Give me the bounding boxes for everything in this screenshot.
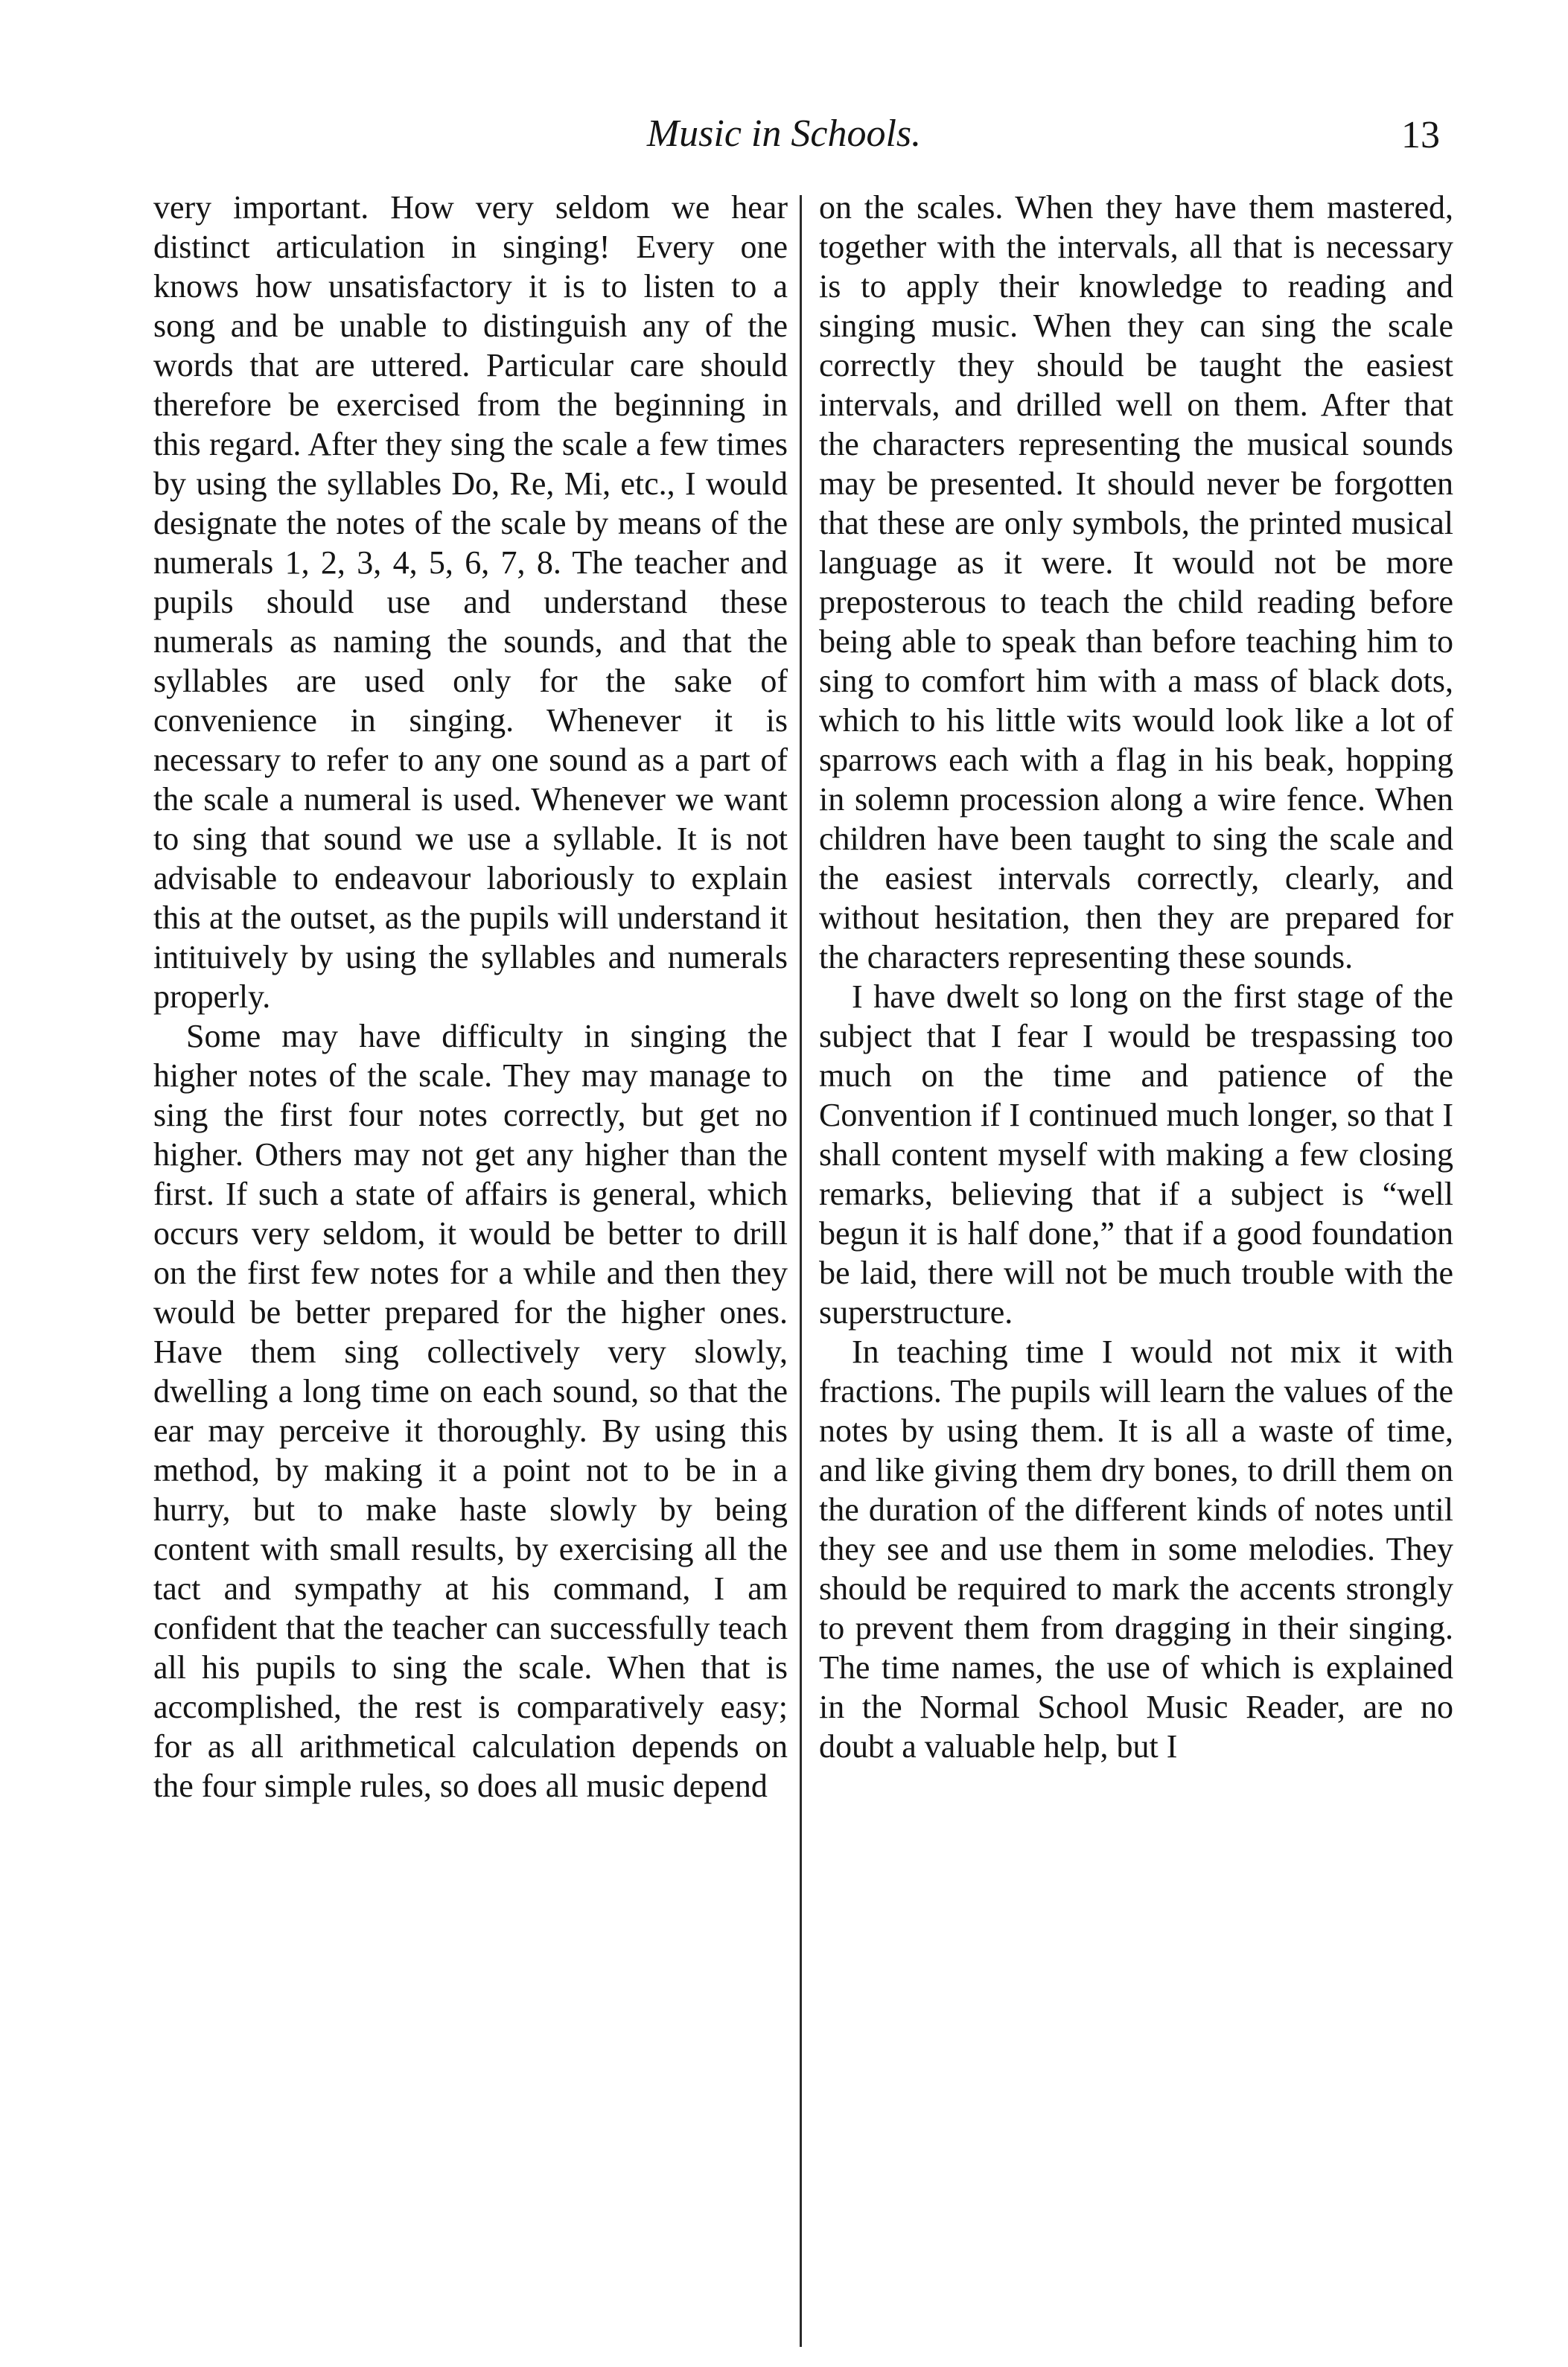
left-column (153, 188, 788, 1806)
column-divider (800, 195, 802, 2347)
page-number: 13 (1401, 114, 1440, 156)
left-paragraph-1: very important. How very seldom we hear distinct articulation in singing! Every one knows how unsatisfactory it is to listen to a song and be unable to distinguish any of the words that are uttered. Particular care should therefore be exercised from the beginning in this regard. After they sing the scale a few times by using the syllables Do, Re, Mi, etc., I would designate the notes of the scale by means of the numerals 1, 2, 3, 4, 5, 6, 7, 8. The teacher and pupils should use and understand these numerals as naming the sounds, and that the syllables are used only for the sake of convenience in singing. Whenever it is necessary to refer to any one sound as a part of the scale a numeral is used. Whenever we want to sing that sound we use a syllable. It is not advisable to endeavour laboriously to explain this at the outset, as the pupils will understand it intituively by using the syllables and numerals properly. (153, 189, 788, 1015)
right-paragraph-3: In teaching time I would not mix it with fractions. The pupils will learn the values of the notes by using them. It is all a waste of time, and like giving them dry bones, to drill them on the duration of the different kinds of notes until they see and use them in some melodies. They should be required to mark the accents strongly to prevent them from dragging in their singing. The time names, the use of which is explained in the Normal School Music Reader, are no doubt a valuable help, but I (819, 1334, 1453, 1765)
left-paragraph-2: Some may have difficulty in singing the higher notes of the scale. They may manage to sing the first four notes correctly, but get no higher. Others may not get any higher than the first. If such a state of affairs is general, which occurs very seldom, it would be better to drill on the first few notes for a while and then they would be better prepared for the higher ones. Have them sing collectively very slowly, dwelling a long time on each sound, so that the ear may perceive it thoroughly. By using this method, by making it a point not to be in a hurry, but to make haste slowly by being content with small results, by exercising all the tact and sympathy at his command, I am confident that the teacher can successfully teach all his pupils to sing the scale. When that is accomplished, the rest is comparatively easy; for as all arithmetical calculation depends on the four simple rules, so does all music depend (153, 1018, 788, 1804)
right-paragraph-1: on the scales. When they have them mastered, together with the intervals, all that is necessary is to apply their knowledge to reading and singing music. When they can sing the scale correctly they should be taught the easiest intervals, and drilled well on them. After that the characters representing the musical sounds may be presented. It should never be forgotten that these are only symbols, the printed musical language as it were. It would not be more preposterous to teach the child reading before being able to speak than before teaching him to sing to comfort him with a mass of black dots, which to his little wits would look like a lot of sparrows each with a flag in his beak, hopping in solemn procession along a wire fence. When children have been taught to sing the scale and the easiest intervals correctly, clearly, and without hesitation, then they are prepared for the characters representing these sounds. (819, 189, 1453, 975)
right-paragraph-2: I have dwelt so long on the first stage of the subject that I fear I would be trespassing too much on the time and patience of the Convention if I continued much longer, so that I shall content myself with making a few closing remarks, believing that if a subject is “well begun it is half done,” that if a good foundation be laid, there will not be much trouble with the superstructure. (819, 978, 1453, 1331)
right-column (819, 188, 1453, 1766)
running-title: Music in Schools. (646, 112, 922, 155)
